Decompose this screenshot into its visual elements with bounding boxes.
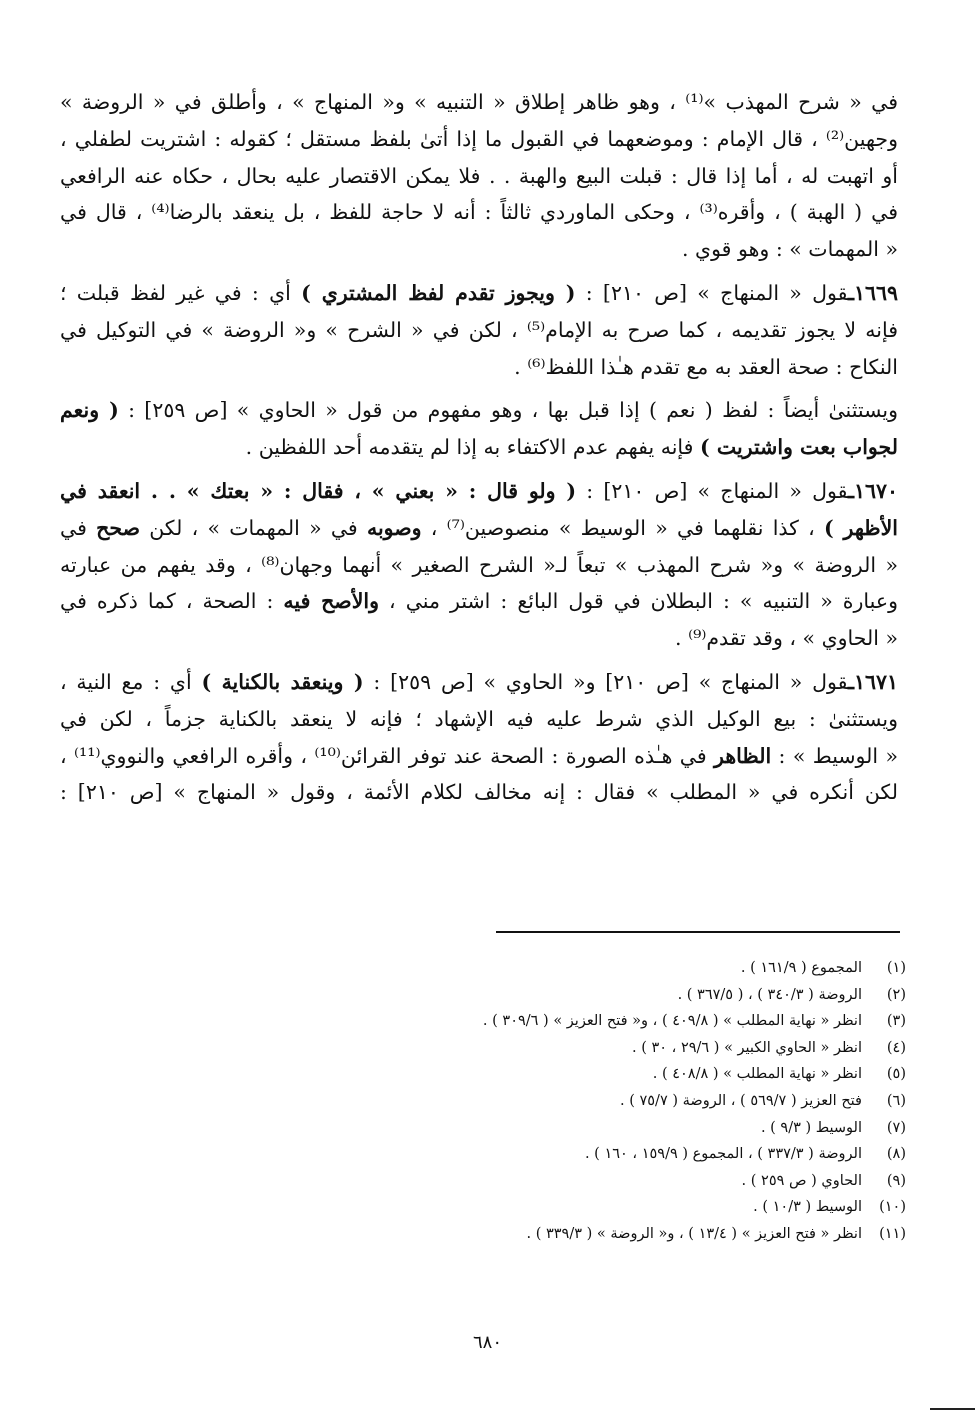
text-run: قول « المنهاج » [ص ٢١٠] و« الحاوي » [ص ٢٥٩] : bbox=[363, 669, 848, 694]
issue-number: ١٦٧١ـ bbox=[847, 669, 898, 694]
footnote bbox=[60, 1141, 906, 1168]
footnote-marker: (٧) bbox=[886, 1119, 906, 1136]
paragraph-exception bbox=[60, 392, 898, 466]
text-line: لكن أنكره في « المطلب » فقال : إنه مخالف لكلام الأئمة ، وقول « المنهاج » [ص ٢١٠] : bbox=[60, 780, 898, 805]
text-run: أي : مع النية ، bbox=[60, 669, 202, 694]
footnote-marker: (٢) bbox=[886, 986, 906, 1003]
footnote-marker: (١١) bbox=[879, 1225, 906, 1242]
text-line: في ( الهبة ) ، وأقره⁽³⁾ ، وحكى الماوردي ثالثاً : أنه لا حاجة للفظ ، بل ينعقد بالرضا⁽⁴⁾ ، قال في bbox=[60, 200, 898, 225]
text-line: النكاح : صحة العقد به مع تقدم هـٰذا اللفظ⁽⁶⁾ . bbox=[514, 354, 898, 379]
text-line bbox=[60, 510, 898, 547]
quoted-text: صحح bbox=[96, 515, 140, 540]
footnote-text: انظر « الحاوي الكبير » ( ٢٩/٦ ، ٣٠ ) . bbox=[631, 1039, 862, 1056]
text-line bbox=[60, 664, 898, 701]
paragraph-1671 bbox=[60, 664, 898, 811]
footnote-marker: (١) bbox=[886, 960, 906, 976]
text-line: فإنه لا يجوز تقديمه ، كما صرح به الإمام⁽⁵⁾ ، لكن في « الشرح » و« الروضة » في التوكيل في bbox=[60, 317, 898, 342]
text-run: قول « المنهاج » [ص ٢١٠] : bbox=[576, 478, 848, 503]
footnote bbox=[60, 1194, 906, 1221]
text-line: « الحاوي » ، وقد تقدم⁽⁹⁾ . bbox=[675, 626, 898, 651]
text-line bbox=[60, 473, 898, 510]
text-line: في « شرح المهذب »⁽¹⁾ ، وهو ظاهر إطلاق « التنبيه » و« المنهاج » ، وأطلق في « الروضة » bbox=[60, 90, 898, 114]
footnote-marker: (١٠) bbox=[879, 1199, 906, 1216]
footnote-text: الروضة ( ٣٤٠/٣ ) ، ( ٣٦٧/٥ ) . bbox=[677, 986, 862, 1003]
footnote bbox=[60, 1168, 906, 1195]
page-number: ٦٨٠ bbox=[472, 1332, 502, 1353]
text-run: فإنه يفهم عدم الاكتفاء به إذا لم يتقدمه أحد اللفظين . bbox=[245, 435, 700, 460]
footnote-marker: (٦) bbox=[886, 1092, 906, 1109]
paragraph-1 bbox=[60, 84, 898, 268]
quoted-text: وصوبه bbox=[366, 515, 422, 540]
quoted-text: الظاهر bbox=[714, 743, 772, 768]
text-run: في هـٰذه الصورة : الصحة عند توفر القرائن⁽¹⁰⁾ ، وأقره الرافعي والنووي⁽¹¹⁾ ، bbox=[60, 743, 715, 768]
text-run: في bbox=[60, 515, 97, 540]
text-line: ويستثنىٰ : بيع الوكيل الذي شرط عليه فيه الإشهاد ؛ فإنه لا ينعقد بالكناية جزماً ، لكن في bbox=[60, 706, 898, 731]
text-run: ، كذا نقلهما في « الوسيط » منصوصين⁽⁷⁾ ، bbox=[421, 515, 824, 540]
footnote-marker: (٨) bbox=[886, 1146, 906, 1163]
text-line bbox=[60, 738, 898, 775]
issue-number: ١٦٧٠ـ bbox=[847, 478, 898, 503]
footnote-text: الروضة ( ٣٣٧/٣ ) ، المجموع ( ١٥٩/٩ ، ١٦٠ ) . bbox=[584, 1146, 862, 1163]
footnote bbox=[60, 955, 906, 982]
text-run: أي : في غير لفظ قبلت ؛ bbox=[60, 280, 302, 305]
footnote-text: انظر « نهاية المطلب » ( ٤٠٩/٨ ) ، و« فتح العزيز » ( ٣٠٩/٦ ) . bbox=[482, 1013, 862, 1030]
footnote bbox=[60, 1221, 906, 1248]
text-line bbox=[60, 392, 898, 429]
footnote-marker: (٩) bbox=[886, 1172, 906, 1189]
quoted-text: الأظهر ) bbox=[824, 515, 898, 540]
footnote bbox=[60, 1008, 906, 1035]
paragraph-1669 bbox=[60, 275, 898, 385]
text-line: « المهمات » : وهو قوي . bbox=[682, 237, 898, 262]
footnote-text: الوسيط ( ١٠/٣ ) . bbox=[753, 1199, 862, 1216]
quoted-text: لجواب بعت واشتريت ) bbox=[699, 435, 898, 460]
text-line: وجهين⁽²⁾ ، قال الإمام : وموضعهما في القبول ما إذا أتىٰ بلفظ مستقل ؛ كقوله : اشتريت لطفلي ، bbox=[60, 126, 898, 151]
footnote bbox=[60, 1061, 906, 1088]
text-line bbox=[60, 275, 898, 312]
text-line: « الروضة » و« شرح المهذب » تبعاً لـ« الشرح الصغير » أنهما وجهان⁽⁸⁾ ، وقد يفهم من عبارته bbox=[60, 552, 898, 577]
quoted-text: ( ونعم bbox=[60, 398, 119, 423]
issue-number: ١٦٦٩ـ bbox=[847, 280, 898, 305]
corner-rule bbox=[930, 1408, 975, 1410]
footnote-separator bbox=[496, 931, 900, 933]
text-line bbox=[60, 429, 898, 466]
footnotes bbox=[60, 955, 906, 1248]
quoted-text: ( ويجوز تقدم لفظ المشتري ) bbox=[301, 280, 576, 305]
footnote-text: المجموع ( ١٦١/٩ ) . bbox=[740, 960, 862, 976]
text-run: : الصحة ، كما ذكره في bbox=[60, 589, 284, 614]
quoted-text: ( ولو قال : « بعني » ، فقال : « بعتك » . . انعقد في bbox=[60, 478, 577, 503]
quoted-text: ( وينعقد بالكناية ) bbox=[201, 669, 364, 694]
footnote-marker: (٥) bbox=[886, 1066, 906, 1083]
paragraph-1670 bbox=[60, 473, 898, 657]
footnote-text: فتح العزيز ( ٥٦٩/٧ ) ، الروضة ( ٧٥/٧ ) . bbox=[620, 1092, 862, 1109]
footnote-text: الحاوي ( ص ٢٥٩ ) . bbox=[741, 1172, 862, 1189]
text-run: « الوسيط » : bbox=[771, 743, 898, 768]
footnote bbox=[60, 1088, 906, 1115]
footnote-text: الوسيط ( ٩/٣ ) . bbox=[760, 1119, 862, 1136]
text-run: وعبارة « التنبيه » : البطلان في قول البائع : اشتر مني ، bbox=[379, 589, 898, 614]
footnote-text: انظر « نهاية المطلب » ( ٤٠٨/٨ ) . bbox=[652, 1066, 862, 1083]
text-line bbox=[60, 583, 898, 620]
quoted-text: والأصح فيه bbox=[283, 589, 379, 614]
footnote bbox=[60, 1035, 906, 1062]
text-run: قول « المنهاج » [ص ٢١٠] : bbox=[575, 280, 848, 305]
footnote bbox=[60, 982, 906, 1009]
text-run: ويستثنىٰ أيضاً : لفظ ( نعم ) إذا قبل بها ، وهو مفهوم من قول « الحاوي » [ص ٢٥٩] : bbox=[118, 398, 898, 423]
footnote-marker: (٤) bbox=[886, 1039, 906, 1056]
footnote-text: انظر « فتح العزيز » ( ١٣/٤ ) ، و« الروضة » ( ٣٣٩/٣ ) . bbox=[526, 1225, 862, 1242]
text-run: في « المهمات » ، لكن bbox=[139, 515, 367, 540]
footnote-marker: (٣) bbox=[886, 1013, 906, 1030]
main-text bbox=[60, 84, 898, 818]
text-line: أو اتهبت له ، أما إذا قال : قبلت البيع والهبة . . فلا يمكن الاقتصار عليه بحال ، حكاه عنه الرافعي bbox=[60, 163, 898, 188]
footnote bbox=[60, 1115, 906, 1142]
